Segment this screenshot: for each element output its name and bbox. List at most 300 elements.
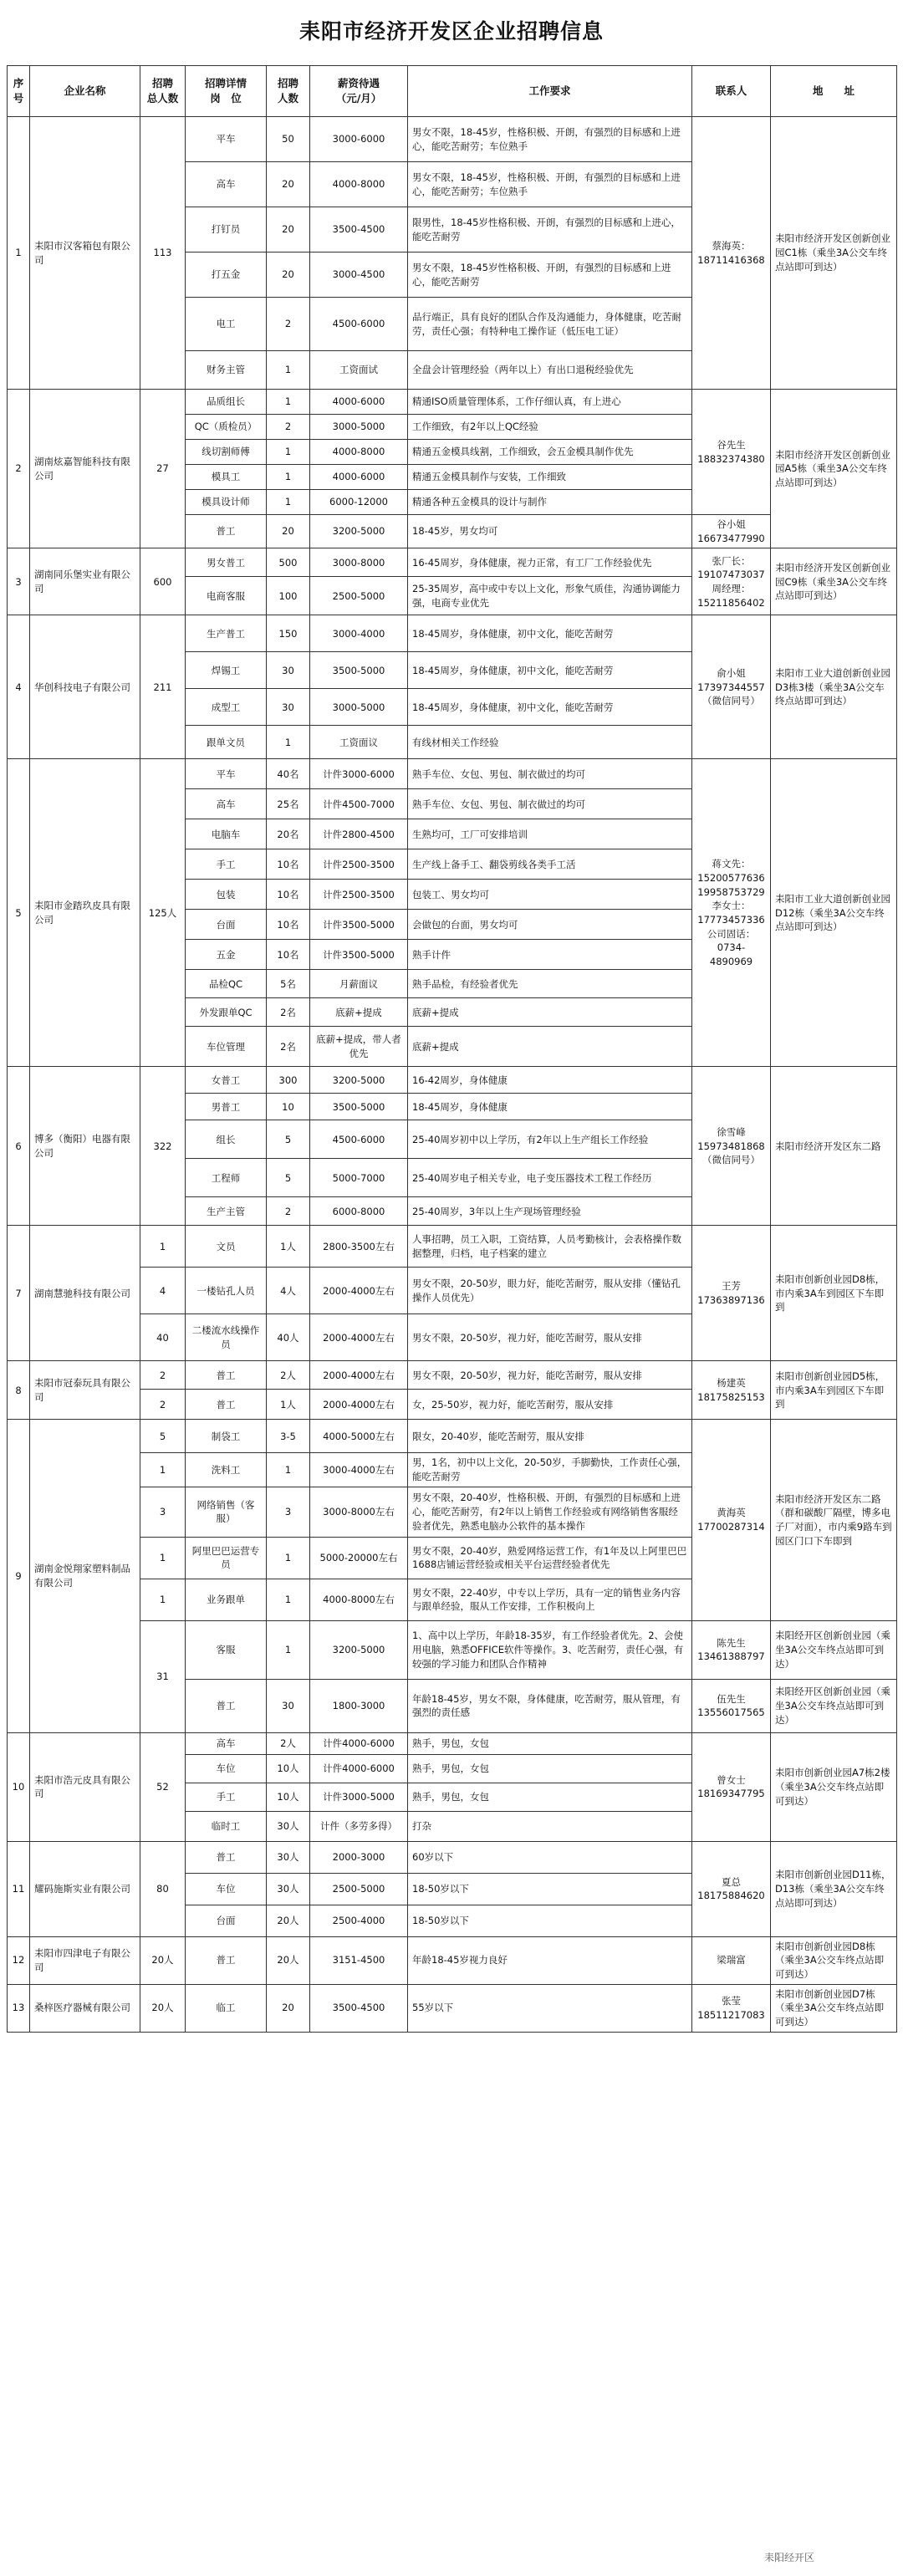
job-requirements: 限女，20-40岁，能吃苦耐劳，服从安排 [408, 1420, 692, 1453]
job-position: 成型工 [186, 689, 267, 726]
job-salary: 2000-4000左右 [310, 1314, 408, 1361]
job-position: 手工 [186, 1783, 267, 1811]
contact-person: 梁瑞富 [692, 1936, 771, 1984]
job-position: 一楼钻孔人员 [186, 1268, 267, 1314]
job-headcount: 10人 [267, 1754, 310, 1783]
total-headcount: 2 [140, 1390, 186, 1420]
header-salary: 薪资待遇 （元/月） [310, 66, 408, 117]
company-name: 华创科技电子有限公司 [30, 615, 140, 759]
job-requirements: 18-50岁以下 [408, 1873, 692, 1905]
total-headcount: 125人 [140, 759, 186, 1067]
row-number: 9 [8, 1420, 30, 1732]
job-requirements: 熟手，男包，女包 [408, 1783, 692, 1811]
job-position: 模具工 [186, 465, 267, 490]
row-number: 8 [8, 1361, 30, 1420]
job-headcount: 20名 [267, 819, 310, 849]
job-requirements: 1、高中以上学历，年龄18-35岁，有工作经验者优先。2、会使用电脑，熟悉OFFICE软件等操作。3、吃苦耐劳，责任心强，有较强的学习能力和团队合作精神 [408, 1620, 692, 1679]
job-headcount: 20 [267, 252, 310, 298]
job-headcount: 1 [267, 726, 310, 759]
job-salary: 2800-3500左右 [310, 1226, 408, 1268]
job-salary: 2500-4000 [310, 1905, 408, 1936]
job-salary: 2000-3000 [310, 1841, 408, 1873]
job-requirements: 男女不限，18-45岁，性格积极、开朗，有强烈的目标感和上进心，能吃苦耐劳；车位熟手 [408, 117, 692, 162]
job-salary: 3500-4500 [310, 1984, 408, 2032]
job-headcount: 300 [267, 1067, 310, 1094]
row-number: 7 [8, 1226, 30, 1361]
job-requirements: 18-45周岁，身体健康，初中文化，能吃苦耐劳 [408, 652, 692, 689]
contact-person: 黄海英 17700287314 [692, 1420, 771, 1620]
header-no: 序号 [8, 66, 30, 117]
job-headcount: 40人 [267, 1314, 310, 1361]
job-headcount: 1人 [267, 1226, 310, 1268]
job-salary: 4000-6000 [310, 390, 408, 415]
header-count: 招聘 人数 [267, 66, 310, 117]
company-name: 桑梓医疗器械有限公司 [30, 1984, 140, 2032]
job-headcount: 2名 [267, 1027, 310, 1067]
job-salary: 计件4500-7000 [310, 789, 408, 819]
total-headcount: 4 [140, 1268, 186, 1314]
job-position: 组长 [186, 1120, 267, 1159]
row-number: 12 [8, 1936, 30, 1984]
table-header-row [8, 66, 897, 117]
job-salary: 4000-8000左右 [310, 1579, 408, 1620]
job-position: 台面 [186, 1905, 267, 1936]
job-headcount: 1 [267, 465, 310, 490]
job-salary: 3000-4000 [310, 615, 408, 652]
header-address: 地 址 [771, 66, 897, 117]
job-headcount: 30人 [267, 1873, 310, 1905]
job-position: 网络销售（客服） [186, 1487, 267, 1537]
table-body [8, 117, 897, 2033]
table-row [8, 615, 897, 652]
job-requirements: 熟手，男包，女包 [408, 1732, 692, 1754]
job-requirements: 生产线上备手工、翻袋剪线各类手工活 [408, 849, 692, 880]
total-headcount: 20人 [140, 1984, 186, 2032]
job-salary: 3000-4000左右 [310, 1453, 408, 1487]
job-requirements: 年龄18-45岁视力良好 [408, 1936, 692, 1984]
job-salary: 3151-4500 [310, 1936, 408, 1984]
job-salary: 计件（多劳多得） [310, 1811, 408, 1841]
total-headcount: 3 [140, 1487, 186, 1537]
job-salary: 月薪面议 [310, 970, 408, 998]
job-headcount: 1 [267, 390, 310, 415]
job-salary: 计件3000-6000 [310, 759, 408, 789]
job-requirements: 熟手车位、女包、男包、制衣做过的均可 [408, 789, 692, 819]
job-position: 品质组长 [186, 390, 267, 415]
total-headcount: 1 [140, 1537, 186, 1579]
job-position: 平车 [186, 759, 267, 789]
job-headcount: 100 [267, 577, 310, 615]
job-position: 普工 [186, 515, 267, 548]
job-salary: 计件3000-5000 [310, 1783, 408, 1811]
company-name: 湖南同乐堡实业有限公司 [30, 548, 140, 615]
company-address: 耒阳市经济开发区创新创业园C9栋（乘坐3A公交车终点站即可到达） [771, 548, 897, 615]
job-salary: 工资面试 [310, 351, 408, 390]
table-row [8, 1067, 897, 1094]
job-position: 阿里巴巴运营专员 [186, 1537, 267, 1579]
job-salary: 5000-7000 [310, 1159, 408, 1197]
job-headcount: 5 [267, 1120, 310, 1159]
job-position: 手工 [186, 849, 267, 880]
row-number: 6 [8, 1067, 30, 1226]
row-number: 13 [8, 1984, 30, 2032]
job-requirements: 生熟均可，工厂可安排培训 [408, 819, 692, 849]
job-position: 洗料工 [186, 1453, 267, 1487]
job-salary: 计件3500-5000 [310, 910, 408, 940]
job-requirements: 男女不限，20-40岁，熟爱网络运营工作，有1年及以上阿里巴巴1688店铺运营经验或相关平台运营经验者优先 [408, 1537, 692, 1579]
job-headcount: 1 [267, 1453, 310, 1487]
job-headcount: 2人 [267, 1732, 310, 1754]
job-requirements: 女，25-50岁，视力好，能吃苦耐劳，服从安排 [408, 1390, 692, 1420]
total-headcount: 1 [140, 1226, 186, 1268]
job-position: 平车 [186, 117, 267, 162]
job-salary: 3000-8000左右 [310, 1487, 408, 1537]
contact-person: 王芳 17363897136 [692, 1226, 771, 1361]
job-salary: 4500-6000 [310, 1120, 408, 1159]
job-salary: 工资面议 [310, 726, 408, 759]
job-headcount: 40名 [267, 759, 310, 789]
company-address: 耒阳经开区创新创业园（乘坐3A公交车终点站即可到达） [771, 1620, 897, 1679]
job-headcount: 1 [267, 1620, 310, 1679]
company-address: 耒阳市创新创业园D11栋，D13栋（乘坐3A公交车终点站即可到达） [771, 1841, 897, 1936]
contact-person: 陈先生 13461388797 [692, 1620, 771, 1679]
table-row [8, 1420, 897, 1453]
job-position: QC（质检员） [186, 415, 267, 440]
contact-person: 杨建英 18175825153 [692, 1361, 771, 1420]
job-requirements: 18-50岁以下 [408, 1905, 692, 1936]
job-requirements: 男，1名，初中以上文化，20-50岁，手脚勤快，工作责任心强，能吃苦耐劳 [408, 1453, 692, 1487]
job-position: 普工 [186, 1936, 267, 1984]
contact-person: 蔡海英：18711416368 [692, 117, 771, 390]
job-requirements: 男女不限，22-40岁，中专以上学历，具有一定的销售业务内容与跟单经验，服从工作安排，工作积极向上 [408, 1579, 692, 1620]
job-salary: 2500-5000 [310, 577, 408, 615]
job-requirements: 年龄18-45岁，男女不限，身体健康，吃苦耐劳，服从管理，有强烈的责任感 [408, 1679, 692, 1732]
job-requirements: 熟手车位、女包、男包、制衣做过的均可 [408, 759, 692, 789]
table-row [8, 759, 897, 789]
company-name: 湖南慧驰科技有限公司 [30, 1226, 140, 1361]
company-name: 湖南炫嘉智能科技有限公司 [30, 390, 140, 548]
job-headcount: 20 [267, 162, 310, 207]
job-position: 男普工 [186, 1094, 267, 1120]
job-salary: 3000-4500 [310, 252, 408, 298]
job-position: 高车 [186, 162, 267, 207]
job-position: 焊锡工 [186, 652, 267, 689]
job-headcount: 20 [267, 515, 310, 548]
company-address: 耒阳市创新创业园D8栋（乘坐3A公交车终点站即可到达） [771, 1936, 897, 1984]
watermark: 耒阳经开区 [761, 2548, 818, 2566]
job-requirements: 精通五金模具线割，工作细致，会五金模具制作优先 [408, 440, 692, 465]
job-headcount: 1人 [267, 1390, 310, 1420]
job-position: 二楼流水线操作员 [186, 1314, 267, 1361]
table-row [8, 1841, 897, 1873]
job-position: 台面 [186, 910, 267, 940]
row-number: 1 [8, 117, 30, 390]
contact-person: 夏总 18175884620 [692, 1841, 771, 1936]
job-position: 电脑车 [186, 819, 267, 849]
job-salary: 4000-8000 [310, 162, 408, 207]
job-requirements: 全盘会计管理经验（两年以上）有出口退税经验优先 [408, 351, 692, 390]
job-requirements: 25-35周岁，高中或中专以上文化，形象气质佳，沟通协调能力强，电商专业优先 [408, 577, 692, 615]
company-name: 耒阳市冠泰玩具有限公司 [30, 1361, 140, 1420]
job-headcount: 10名 [267, 849, 310, 880]
header-company: 企业名称 [30, 66, 140, 117]
total-headcount: 1 [140, 1453, 186, 1487]
job-position: 品检QC [186, 970, 267, 998]
job-salary: 3200-5000 [310, 515, 408, 548]
recruitment-table [7, 65, 897, 2033]
table-row [8, 1936, 897, 1984]
job-requirements: 男女不限，20-50岁，视力好，能吃苦耐劳，服从安排 [408, 1314, 692, 1361]
job-salary: 2000-4000左右 [310, 1268, 408, 1314]
job-headcount: 1 [267, 440, 310, 465]
job-requirements: 精通各种五金模具的设计与制作 [408, 490, 692, 515]
contact-person: 蒋文先：15200577636 19958753729 李女士：17773457336 公司固话：0734-4890969 [692, 759, 771, 1067]
job-headcount: 10 [267, 1094, 310, 1120]
header-requirements: 工作要求 [408, 66, 692, 117]
job-requirements: 男女不限，18-45岁性格积极、开朗，有强烈的目标感和上进心，能吃苦耐劳 [408, 252, 692, 298]
job-headcount: 30人 [267, 1811, 310, 1841]
job-headcount: 5名 [267, 970, 310, 998]
job-position: 普工 [186, 1390, 267, 1420]
job-requirements: 18-45周岁，身体健康，初中文化，能吃苦耐劳 [408, 615, 692, 652]
job-headcount: 20 [267, 207, 310, 252]
total-headcount: 322 [140, 1067, 186, 1226]
job-position: 包装 [186, 880, 267, 910]
job-requirements: 男女不限，20-50岁，视力好，能吃苦耐劳，服从安排 [408, 1361, 692, 1390]
job-requirements: 包装工、男女均可 [408, 880, 692, 910]
row-number: 11 [8, 1841, 30, 1936]
job-salary: 底薪+提成，带人者优先 [310, 1027, 408, 1067]
job-position: 业务跟单 [186, 1579, 267, 1620]
job-requirements: 60岁以下 [408, 1841, 692, 1873]
company-address: 耒阳市创新创业园D7栋（乘坐3A公交车终点站即可到达） [771, 1984, 897, 2032]
job-headcount: 20人 [267, 1905, 310, 1936]
job-position: 财务主管 [186, 351, 267, 390]
job-requirements: 限男性，18-45岁性格积极、开朗，有强烈的目标感和上进心，能吃苦耐劳 [408, 207, 692, 252]
job-requirements: 熟手，男包，女包 [408, 1754, 692, 1783]
company-name: 耒阳市金踏玖皮具有限公司 [30, 759, 140, 1067]
job-headcount: 30 [267, 689, 310, 726]
job-position: 高车 [186, 1732, 267, 1754]
job-headcount: 30人 [267, 1841, 310, 1873]
job-position: 普工 [186, 1679, 267, 1732]
job-salary: 计件4000-6000 [310, 1732, 408, 1754]
total-headcount: 600 [140, 548, 186, 615]
job-salary: 3000-8000 [310, 548, 408, 577]
job-position: 临时工 [186, 1811, 267, 1841]
job-headcount: 20 [267, 1984, 310, 2032]
job-position: 高车 [186, 789, 267, 819]
job-position: 普工 [186, 1841, 267, 1873]
job-position: 电商客服 [186, 577, 267, 615]
job-requirements: 55岁以下 [408, 1984, 692, 2032]
job-requirements: 16-45周岁，身体健康，视力正常，有工厂工作经验优先 [408, 548, 692, 577]
job-salary: 4000-8000 [310, 440, 408, 465]
job-salary: 底薪+提成 [310, 998, 408, 1027]
job-headcount: 10人 [267, 1783, 310, 1811]
row-number: 2 [8, 390, 30, 548]
job-headcount: 1 [267, 1537, 310, 1579]
job-requirements: 16-42周岁，身体健康 [408, 1067, 692, 1094]
job-requirements: 品行端正，具有良好的团队合作及沟通能力，身体健康，吃苦耐劳，责任心强；有特种电工操作证（低压电工证） [408, 298, 692, 351]
job-requirements: 25-40周岁，3年以上生产现场管理经验 [408, 1197, 692, 1226]
job-position: 生产普工 [186, 615, 267, 652]
job-position: 生产主管 [186, 1197, 267, 1226]
job-requirements: 熟手计件 [408, 940, 692, 970]
table-row [8, 1361, 897, 1390]
job-position: 临工 [186, 1984, 267, 2032]
total-headcount: 5 [140, 1420, 186, 1453]
job-salary: 6000-12000 [310, 490, 408, 515]
contact-person: 徐雪峰 15973481868（微信同号） [692, 1067, 771, 1226]
job-headcount: 1 [267, 490, 310, 515]
table-row [8, 390, 897, 415]
job-position: 工程师 [186, 1159, 267, 1197]
company-address: 耒阳市经济开发区创新创业园C1栋（乘坐3A公交车终点站即可到达） [771, 117, 897, 390]
job-requirements: 男女不限，20-50岁，眼力好，能吃苦耐劳，服从安排（懂钻孔操作人员优先） [408, 1268, 692, 1314]
row-number: 4 [8, 615, 30, 759]
job-requirements: 25-40周岁电子相关专业，电子变压器技术工程工作经历 [408, 1159, 692, 1197]
job-requirements: 男女不限，18-45岁，性格积极、开朗，有强烈的目标感和上进心，能吃苦耐劳；车位熟手 [408, 162, 692, 207]
job-position: 打五金 [186, 252, 267, 298]
job-salary: 3200-5000 [310, 1067, 408, 1094]
job-salary: 计件4000-6000 [310, 1754, 408, 1783]
company-name: 博多（衡阳）电器有限公司 [30, 1067, 140, 1226]
contact-person: 张厂长：19107473037 周经理：15211856402 [692, 548, 771, 615]
table-row [8, 117, 897, 162]
total-headcount: 1 [140, 1579, 186, 1620]
company-name: 耒阳市汉客箱包有限公司 [30, 117, 140, 390]
contact-person: 谷先生 18832374380 [692, 390, 771, 515]
job-salary: 计件2800-4500 [310, 819, 408, 849]
job-salary: 2500-5000 [310, 1873, 408, 1905]
job-requirements: 精通ISO质量管理体系，工作仔细认真，有上进心 [408, 390, 692, 415]
job-salary: 计件2500-3500 [310, 849, 408, 880]
job-headcount: 2 [267, 298, 310, 351]
job-salary: 2000-4000左右 [310, 1390, 408, 1420]
job-headcount: 10名 [267, 880, 310, 910]
job-headcount: 150 [267, 615, 310, 652]
job-salary: 6000-8000 [310, 1197, 408, 1226]
table-row [8, 1620, 897, 1679]
job-position: 客服 [186, 1620, 267, 1679]
total-headcount: 52 [140, 1732, 186, 1841]
job-salary: 2000-4000左右 [310, 1361, 408, 1390]
company-address: 耒阳市创新创业园D8栋，市内乘3A车到园区下车即到 [771, 1226, 897, 1361]
job-headcount: 2名 [267, 998, 310, 1027]
total-headcount: 40 [140, 1314, 186, 1361]
job-salary: 3500-5000 [310, 1094, 408, 1120]
job-headcount: 10名 [267, 940, 310, 970]
contact-person: 张莹 18511217083 [692, 1984, 771, 2032]
job-salary: 5000-20000左右 [310, 1537, 408, 1579]
job-salary: 4500-6000 [310, 298, 408, 351]
company-address: 耒阳市工业大道创新创业园D3栋3楼（乘坐3A公交车终点站即可到达） [771, 615, 897, 759]
total-headcount: 211 [140, 615, 186, 759]
header-position: 招聘详情 岗 位 [186, 66, 267, 117]
total-headcount: 31 [140, 1620, 186, 1732]
total-headcount: 20人 [140, 1936, 186, 1984]
job-requirements: 工作细致，有2年以上QC经验 [408, 415, 692, 440]
job-position: 车位管理 [186, 1027, 267, 1067]
company-address: 耒阳市工业大道创新创业园D12栋（乘坐3A公交车终点站即可到达） [771, 759, 897, 1067]
job-salary: 计件2500-3500 [310, 880, 408, 910]
job-headcount: 25名 [267, 789, 310, 819]
job-headcount: 20人 [267, 1936, 310, 1984]
job-requirements: 精通五金模具制作与安装，工作细致 [408, 465, 692, 490]
table-row [8, 1984, 897, 2032]
contact-person: 伍先生 13556017565 [692, 1679, 771, 1732]
job-salary: 4000-5000左右 [310, 1420, 408, 1453]
total-headcount: 2 [140, 1361, 186, 1390]
job-requirements: 25-40周岁初中以上学历，有2年以上生产组长工作经验 [408, 1120, 692, 1159]
job-position: 文员 [186, 1226, 267, 1268]
table-row [8, 548, 897, 577]
row-number: 5 [8, 759, 30, 1067]
job-requirements: 底薪+提成 [408, 998, 692, 1027]
job-position: 电工 [186, 298, 267, 351]
job-position: 车位 [186, 1873, 267, 1905]
job-headcount: 4人 [267, 1268, 310, 1314]
job-requirements: 有线材相关工作经验 [408, 726, 692, 759]
company-name: 耀码施斯实业有限公司 [30, 1841, 140, 1936]
job-headcount: 30 [267, 1679, 310, 1732]
total-headcount: 27 [140, 390, 186, 548]
row-number: 3 [8, 548, 30, 615]
job-position: 女普工 [186, 1067, 267, 1094]
row-number: 10 [8, 1732, 30, 1841]
job-requirements: 男女不限，20-40岁，性格积极、开朗，有强烈的目标感和上进心，能吃苦耐劳，有2年以上销售工作经验或有网络销售客服经验者优先，熟悉电脑办公软件的基本操作 [408, 1487, 692, 1537]
job-salary: 3500-5000 [310, 652, 408, 689]
job-headcount: 2人 [267, 1361, 310, 1390]
company-address: 耒阳市创新创业园A7栋2楼（乘坐3A公交车终点站即可到达） [771, 1732, 897, 1841]
company-address: 耒阳市经济开发区创新创业园A5栋（乘坐3A公交车终点站即可到达） [771, 390, 897, 548]
company-address: 耒阳市经济开发区东二路 [771, 1067, 897, 1226]
contact-person: 谷小姐 16673477990 [692, 515, 771, 548]
job-salary: 3000-5000 [310, 689, 408, 726]
company-address: 耒阳经开区创新创业园（乘坐3A公交车终点站即可到达） [771, 1679, 897, 1732]
job-requirements: 18-45周岁，身体健康，初中文化，能吃苦耐劳 [408, 689, 692, 726]
job-requirements: 18-45岁，男女均可 [408, 515, 692, 548]
job-headcount: 1 [267, 351, 310, 390]
job-requirements: 打杂 [408, 1811, 692, 1841]
header-contact: 联系人 [692, 66, 771, 117]
job-position: 普工 [186, 1361, 267, 1390]
job-headcount: 1 [267, 1579, 310, 1620]
job-position: 模具设计师 [186, 490, 267, 515]
contact-person: 俞小姐 17397344557（微信同号） [692, 615, 771, 759]
job-headcount: 50 [267, 117, 310, 162]
company-name: 耒阳市四津电子有限公司 [30, 1936, 140, 1984]
job-requirements: 18-45周岁，身体健康 [408, 1094, 692, 1120]
contact-person: 曾女士 18169347795 [692, 1732, 771, 1841]
table-row [8, 1732, 897, 1754]
job-headcount: 10名 [267, 910, 310, 940]
job-position: 跟单文员 [186, 726, 267, 759]
table-row [8, 1226, 897, 1268]
job-headcount: 30 [267, 652, 310, 689]
job-salary: 计件3500-5000 [310, 940, 408, 970]
header-total: 招聘 总人数 [140, 66, 186, 117]
job-headcount: 3-5 [267, 1420, 310, 1453]
company-address: 耒阳市经济开发区东二路（群和碳酸厂隔壁，博多电子厂对面），市内乘9路车到园区门口下车即到 [771, 1420, 897, 1620]
job-salary: 3500-4500 [310, 207, 408, 252]
job-position: 制袋工 [186, 1420, 267, 1453]
job-salary: 1800-3000 [310, 1679, 408, 1732]
job-position: 男女普工 [186, 548, 267, 577]
job-salary: 4000-6000 [310, 465, 408, 490]
total-headcount: 80 [140, 1841, 186, 1936]
